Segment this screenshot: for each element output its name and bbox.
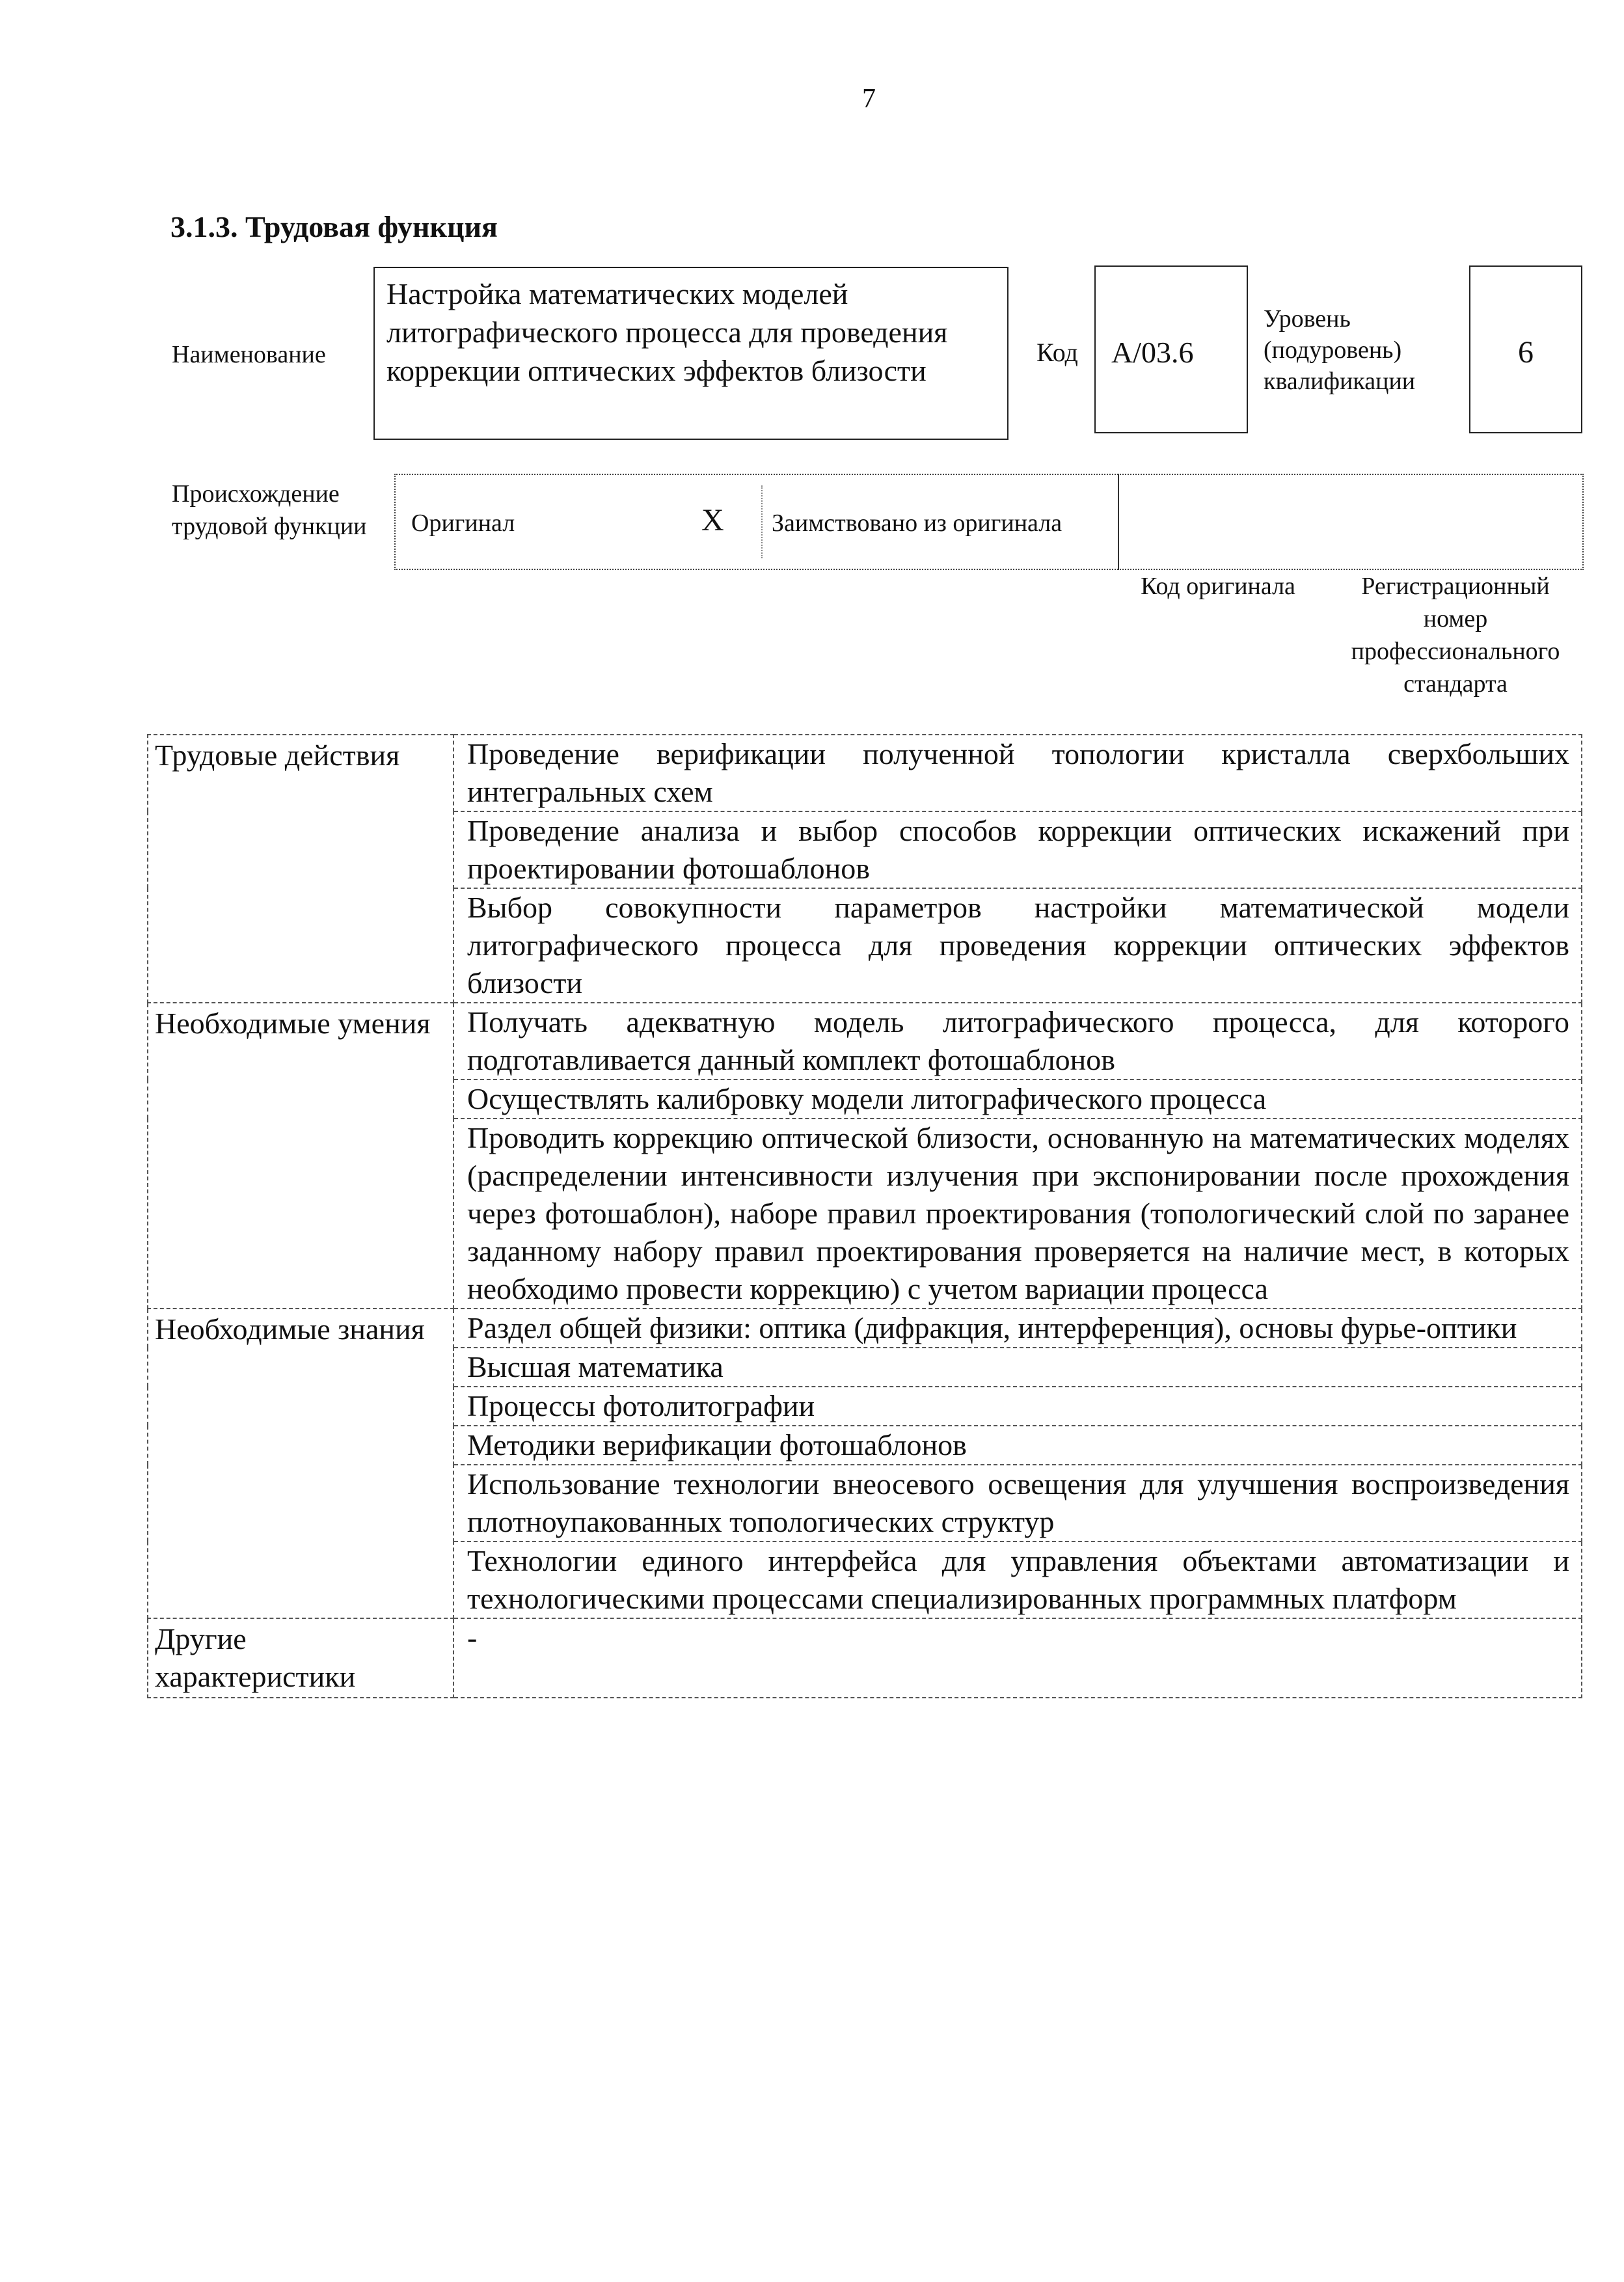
labor-actions-label: Трудовые действия (148, 735, 453, 1003)
level-value-box (1469, 265, 1582, 433)
table-row (148, 1618, 1582, 1698)
name-value-box (373, 267, 1008, 440)
skill-item: Осуществлять калибровку модели литографического процесса (453, 1080, 1582, 1119)
table-row (148, 1003, 1582, 1080)
knowledge-item: Использование технологии внеосевого освещения для улучшения воспроизведения плотноупакованных топологических структур (453, 1465, 1582, 1542)
origin-divider (1118, 474, 1119, 570)
level-label: Уровень (подуровень) квалификации (1264, 305, 1416, 395)
code-label: Код (1036, 338, 1078, 367)
knowledge-item: Высшая математика (453, 1348, 1582, 1387)
origin-label: Происхождение трудовой функции (172, 480, 367, 540)
name-label: Наименование (172, 341, 326, 368)
origin-divider (761, 485, 763, 558)
other-characteristics-label: Другие характеристики (148, 1618, 453, 1698)
labor-function-table (147, 734, 1582, 1698)
knowledge-item: Раздел общей физики: оптика (дифракция, интерференция), основы фурье-оптики (453, 1309, 1582, 1348)
required-skills-label: Необходимые умения (148, 1003, 453, 1309)
page-number: 7 (862, 84, 876, 114)
code-value: A/03.6 (1111, 336, 1194, 369)
origin-borrowed: Заимствовано из оригинала (772, 509, 1062, 537)
labor-action-item: Выбор совокупности параметров настройки математической модели литографического процесса для проведения коррекции оптических эффектов близости (453, 888, 1582, 1003)
knowledge-item: Методики верификации фотошаблонов (453, 1426, 1582, 1465)
origin-mark: X (701, 503, 724, 537)
table-row (148, 1309, 1582, 1348)
table-row (148, 735, 1582, 811)
section-title: 3.1.3. Трудовая функция (170, 210, 498, 243)
origin-reg-caption: Регистрационный номер профессионального стандарта (1351, 573, 1560, 698)
origin-code-caption: Код оригинала (1141, 573, 1295, 600)
skill-item: Проводить коррекцию оптической близости, основанную на математических моделях (распределении интенсивности излучения при экспонировании после прохождения через фотошаблон), наборе правил проектирования (топологический слой по заранее заданному набору правил проектирования проверяется на наличие мест, в которых необходимо провести коррекцию) с учетом вариации процесса (453, 1119, 1582, 1309)
other-characteristics-value: - (453, 1618, 1582, 1698)
knowledge-item: Процессы фотолитографии (453, 1387, 1582, 1426)
skill-item: Получать адекватную модель литографического процесса, для которого подготавливается данный комплект фотошаблонов (453, 1003, 1582, 1080)
labor-action-item: Проведение анализа и выбор способов коррекции оптических искажений при проектировании фотошаблонов (453, 811, 1582, 888)
origin-original: Оригинал (411, 509, 515, 537)
knowledge-item: Технологии единого интерфейса для управления объектами автоматизации и технологическими процессами специализированных программных платформ (453, 1542, 1582, 1618)
name-value: Настройка математических моделей литографического процесса для проведения коррекции оптических эффектов близости (386, 277, 948, 387)
code-value-box (1094, 265, 1248, 433)
required-knowledge-label: Необходимые знания (148, 1309, 453, 1618)
labor-action-item: Проведение верификации полученной топологии кристалла сверхбольших интегральных схем (453, 735, 1582, 811)
level-value: 6 (1518, 335, 1534, 370)
